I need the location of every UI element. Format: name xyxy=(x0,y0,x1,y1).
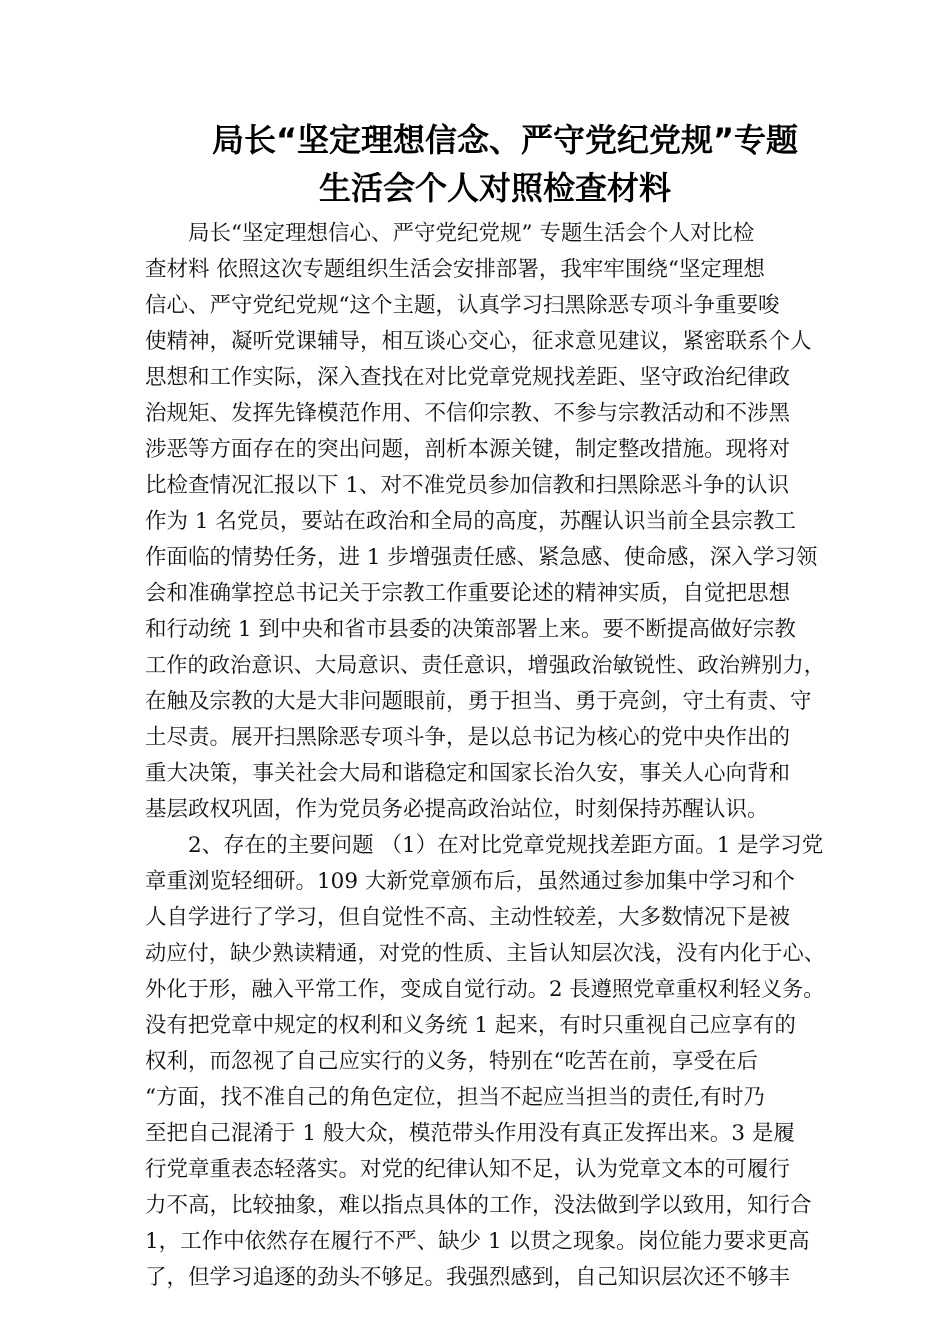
paragraph-line: 了，但学习追逐的劲头不够足。我强烈感到，自己知识层次还不够丰 xyxy=(145,1265,791,1290)
paragraph-line: 使精神，凝听党课辅导，相互谈心交心，征求意见建议，紧密联系个人 xyxy=(145,329,812,354)
paragraph-line: 1，工作中依然存在履行不严、缺少 1 以贯之现象。岗位能力要求更高 xyxy=(145,1229,810,1254)
paragraph-line: 涉恶等方面存在的突出问题，剖析本源关键，制定整改措施。现将对 xyxy=(145,437,791,462)
document-title-line-1: 局长“坚定理想信念、严守党纪党规”专题 xyxy=(211,121,799,159)
paragraph-line: 没有把党章中规定的权利和义务统 1 起来，有时只重视自己应享有的 xyxy=(145,1013,796,1038)
paragraph-line: 权利，而忽视了自己应实行的义务，特别在“吃苦在前，享受在后 xyxy=(145,1049,758,1074)
paragraph-line: 行党章重表态轻落实。对党的纪律认知不足，认为党章文本的可履行 xyxy=(145,1157,791,1182)
paragraph-line: 土尽责。展开扫黑除恶专项斗争，是以总书记为核心的党中央作出的 xyxy=(145,725,791,750)
paragraph-line: 基层政权巩固，作为党员务必提高政治站位，时刻保持苏醒认识。 xyxy=(145,797,769,822)
paragraph-line: 作面临的情势任务，进 1 步增强责任感、紧急感、使命感，深入学习领 xyxy=(145,545,818,570)
paragraph-line: 和行动统 1 到中央和省市县委的决策部署上来。要不断提高做好宗教 xyxy=(145,617,796,642)
paragraph-line: “方面，找不准自己的角色定位，担当不起应当担当的责任,有时乃 xyxy=(145,1085,765,1110)
paragraph-line: 比检查情况汇报以下 1、对不准党员参加信教和扫黑除恶斗争的认识 xyxy=(145,473,790,498)
paragraph-line: 至把自己混淆于 1 般大众，模范带头作用没有真正发挥出来。3 是履 xyxy=(145,1121,795,1146)
document-title-line-2: 生活会个人对照检查材料 xyxy=(318,169,671,207)
paragraph-line: 重大决策，事关社会大局和谐稳定和国家长治久安，事关人心向背和 xyxy=(145,761,791,786)
paragraph-line: 2、存在的主要问题 （1）在对比党章党规找差距方面。1 是学习党 xyxy=(188,833,824,858)
paragraph-line: 人自学进行了学习，但自觉性不高、主动性较差，大多数情况下是被 xyxy=(145,905,791,930)
paragraph-line: 查材料 依照这次专题组织生活会安排部署，我牢牢围绕“坚定理想 xyxy=(145,257,765,282)
paragraph-line: 章重浏览轻细研。109 大新党章颁布后，虽然通过参加集中学习和个 xyxy=(145,869,795,894)
paragraph-line: 思想和工作实际，深入查找在对比党章党规找差距、坚守政治纪律政 xyxy=(145,365,791,390)
paragraph-line: 作为 1 名党员，要站在政治和全局的高度，苏醒认识当前全县宗教工 xyxy=(145,509,796,534)
paragraph-line: 局长“坚定理想信心、严守党纪党规” 专题生活会个人对比检 xyxy=(188,221,755,246)
paragraph-line: 治规矩、发挥先锋模范作用、不信仰宗教、不参与宗教活动和不涉黑 xyxy=(145,401,791,426)
paragraph-line: 外化于形，融入平常工作，变成自觉行动。2 長遵照党章重权利轻义务。 xyxy=(145,977,825,1002)
paragraph-line: 动应付，缺少熟读精通，对党的性质、主旨认知层次浅，没有内化于心、 xyxy=(145,941,826,966)
paragraph-line: 力不高，比较抽象，难以指点具体的工作，没法做到学以致用，知行合 xyxy=(145,1193,812,1218)
paragraph-line: 信心、严守党纪党规“这个主题，认真学习扫黑除恶专项斗争重要唆 xyxy=(145,293,780,318)
paragraph-line: 在触及宗教的大是大非问题眼前，勇于担当、勇于亮剑，守土有责、守 xyxy=(145,689,812,714)
paragraph-line: 工作的政治意识、大局意识、责任意识，增强政治敏锐性、政治辨别力， xyxy=(145,653,826,678)
paragraph-line: 会和准确掌控总书记关于宗教工作重要论述的精神实质，自觉把思想 xyxy=(145,581,791,606)
